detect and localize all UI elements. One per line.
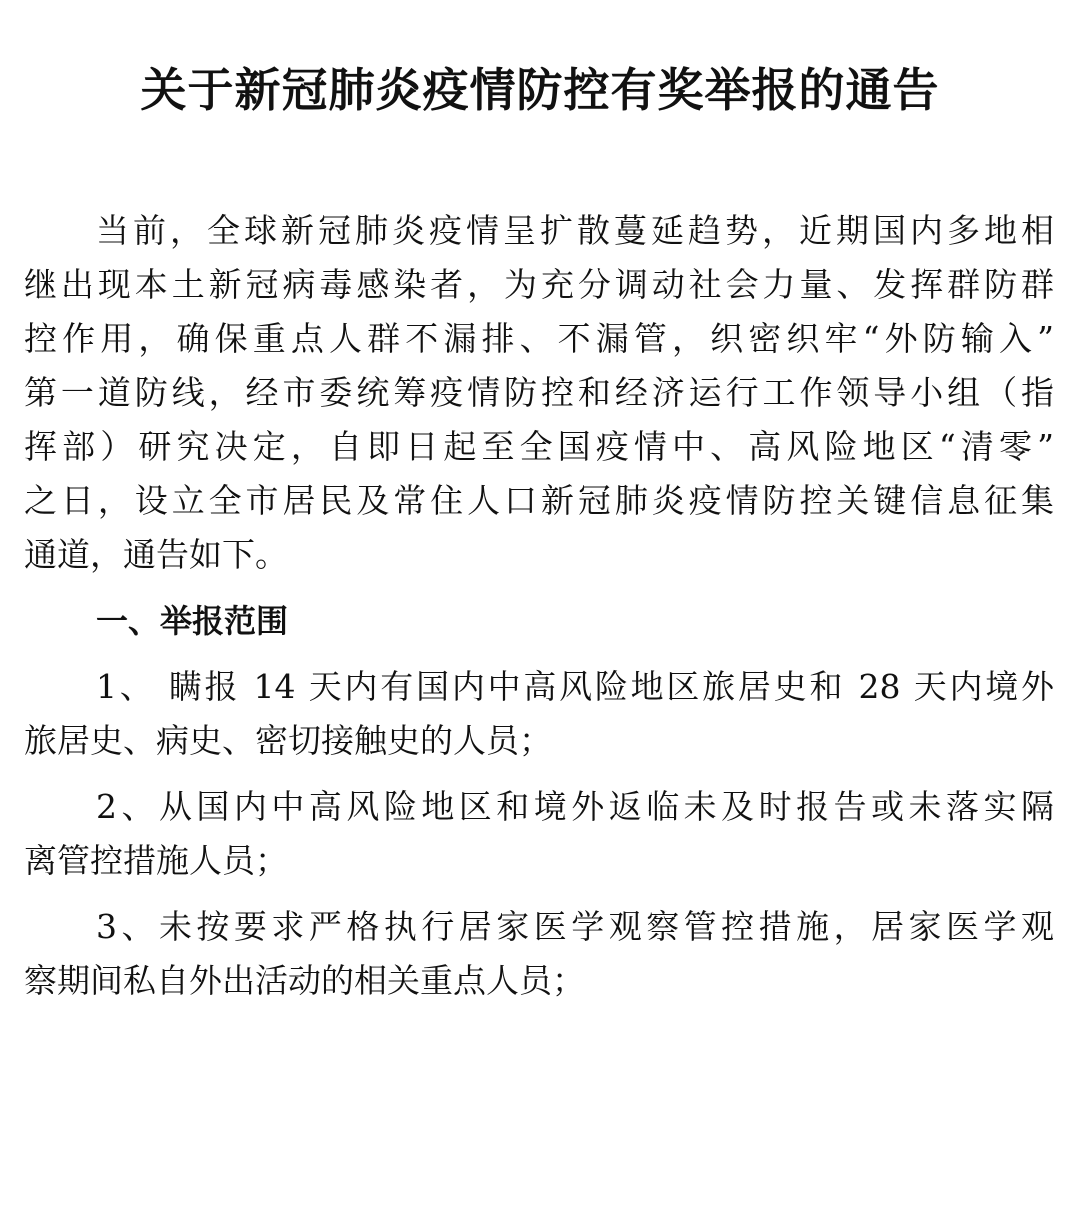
item-line: 1、 瞒报 14 天内有国内中高风险地区旅居史和 28 天内境外: [96, 667, 1054, 706]
intro-paragraph: [24, 204, 1054, 582]
item-line: 2、从国内中高风险地区和境外返临未及时报告或未落实隔: [96, 787, 1054, 826]
item-line: 察期间私自外出活动的相关重点人员；: [24, 961, 585, 1000]
report-item-1: [24, 660, 1054, 768]
intro-line: 之日，设立全市居民及常住人口新冠肺炎疫情防控关键信息征集: [24, 481, 1054, 520]
spacer: [24, 768, 1054, 780]
item-line: 旅居史、病史、密切接触史的人员；: [24, 721, 552, 760]
spacer: [24, 648, 1054, 660]
intro-line: 控作用，确保重点人群不漏排、不漏管，织密织牢“外防输入”: [24, 319, 1054, 358]
document-body: [24, 204, 1054, 1008]
item-line: 离管控措施人员；: [24, 841, 288, 880]
report-item-2: [24, 780, 1054, 888]
item-line: 3、未按要求严格执行居家医学观察管控措施，居家医学观: [96, 907, 1054, 946]
section-heading: 一、举报范围: [96, 602, 289, 640]
document-title: 关于新冠肺炎疫情防控有奖举报的通告: [140, 63, 940, 117]
spacer: [24, 888, 1054, 900]
intro-line: 第一道防线，经市委统筹疫情防控和经济运行工作领导小组（指: [24, 373, 1054, 412]
intro-line: 挥部）研究决定，自即日起至全国疫情中、高风险地区“清零”: [24, 427, 1054, 466]
intro-line: 通道，通告如下。: [24, 535, 288, 574]
intro-line: 当前，全球新冠肺炎疫情呈扩散蔓延趋势，近期国内多地相: [96, 211, 1054, 250]
report-item-3: [24, 900, 1054, 1008]
intro-line: 继出现本土新冠病毒感染者，为充分调动社会力量、发挥群防群: [24, 265, 1054, 304]
